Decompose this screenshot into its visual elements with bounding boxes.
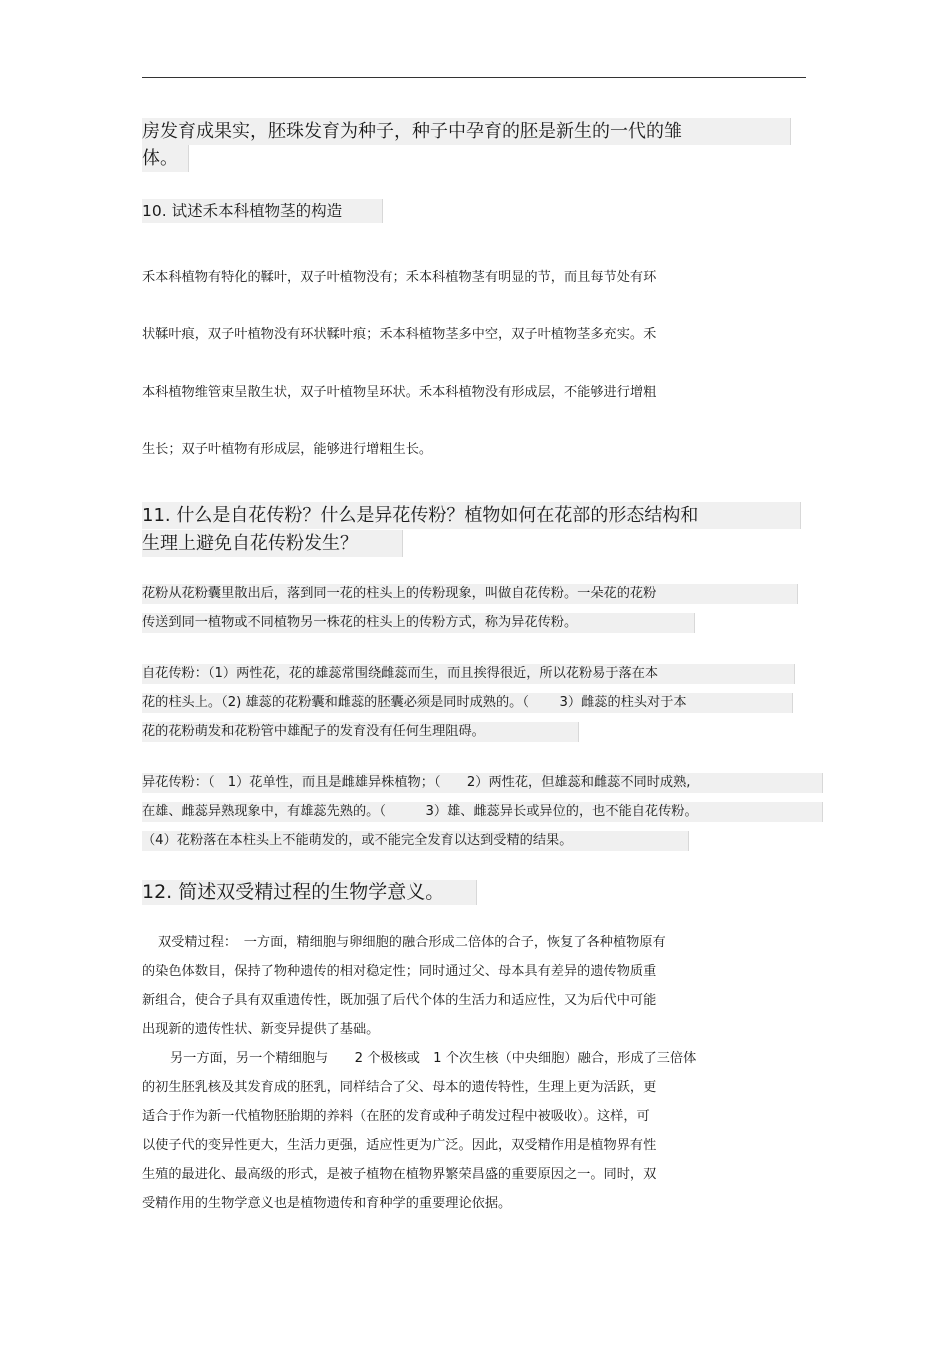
q12-line-5: 另一方面，另一个精细胞与 2 个极核或 1 个次生核（中央细胞）融合，形成了三倍体 [170,1051,697,1066]
q11-cross-line-2: 在雄、雌蕊异熟现象中，有雄蕊先熟的。（ 3）雄、雌蕊异长或异位的，也不能自花传粉。 [142,802,823,822]
q10-line-2: 状鞣叶痕，双子叶植物没有环状鞣叶痕；禾本科植物茎多中空，双子叶植物茎多充实。禾 [142,327,657,342]
q10-line-4: 生长；双子叶植物有形成层，能够进行增粗生长。 [142,442,433,457]
q12-line-1: 双受精过程： 一方面，精细胞与卵细胞的融合形成二倍体的合子，恢复了各种植物原有 [158,935,666,950]
q12-line-9: 生殖的最进化、最高级的形式，是被子植物在植物界繁荣昌盛的重要原因之一。同时，双 [142,1167,657,1182]
intro-line-1: 房发育成果实，胚珠发育为种子，种子中孕育的胚是新生的一代的雏 [142,118,791,145]
q11-title-line-1: 11. 什么是自花传粉？什么是异花传粉？植物如何在花部的形态结构和 [142,502,801,529]
header-rule [142,77,806,78]
q12-line-4: 出现新的遗传性状、新变异提供了基础。 [142,1022,380,1037]
q11-self-line-3: 花的花粉萌发和花粉管中雄配子的发育没有任何生理阻碍。 [142,722,579,742]
q11-title-line-2: 生理上避免自花传粉发生？ [142,530,403,557]
q11-def-line-1: 花粉从花粉囊里散出后，落到同一花的柱头上的传粉现象，叫做自花传粉。一朵花的花粉 [142,584,798,604]
q10-title: 10. 试述禾本科植物茎的构造 [142,199,383,223]
q11-cross-line-3: （4）花粉落在本柱头上不能萌发的，或不能完全发育以达到受精的结果。 [142,831,689,851]
q11-def-line-2: 传送到同一植物或不同植物另一株花的柱头上的传粉方式，称为异花传粉。 [142,613,695,633]
q12-line-7: 适合于作为新一代植物胚胎期的养料（在胚的发育或种子萌发过程中被吸收）。这样，可 [142,1109,650,1124]
q11-self-line-1: 自花传粉：（1）两性花，花的雄蕊常围绕雌蕊而生，而且挨得很近，所以花粉易于落在本 [142,664,795,684]
q12-line-2: 的染色体数目，保持了物种遗传的相对稳定性；同时通过父、母本具有差异的遗传物质重 [142,964,657,979]
q10-line-3: 本科植物维管束呈散生状，双子叶植物呈环状。禾本科植物没有形成层，不能够进行增粗 [142,385,657,400]
q12-line-10: 受精作用的生物学意义也是植物遗传和育种学的重要理论依据。 [142,1196,512,1211]
q12-title: 12. 简述双受精过程的生物学意义。 [142,880,477,905]
q10-line-1: 禾本科植物有特化的鞣叶，双子叶植物没有；禾本科植物茎有明显的节，而且每节处有环 [142,270,657,285]
q11-cross-line-1: 异花传粉：（ 1）花单性，而且是雌雄异株植物；（ 2）两性花，但雄蕊和雌蕊不同时成熟, [142,773,823,793]
q12-line-6: 的初生胚乳核及其发育成的胚乳，同样结合了父、母本的遗传特性，生理上更为活跃，更 [142,1080,657,1095]
q12-line-8: 以使子代的变异性更大，生活力更强，适应性更为广泛。因此，双受精作用是植物界有性 [142,1138,657,1153]
q12-line-3: 新组合，使合子具有双重遗传性，既加强了后代个体的生活力和适应性，又为后代中可能 [142,993,657,1008]
q11-self-line-2: 花的柱头上。（2) 雄蕊的花粉囊和雌蕊的胚囊必须是同时成熟的。（ 3）雌蕊的柱头对于本 [142,693,793,713]
intro-line-2: 体。 [142,145,189,172]
